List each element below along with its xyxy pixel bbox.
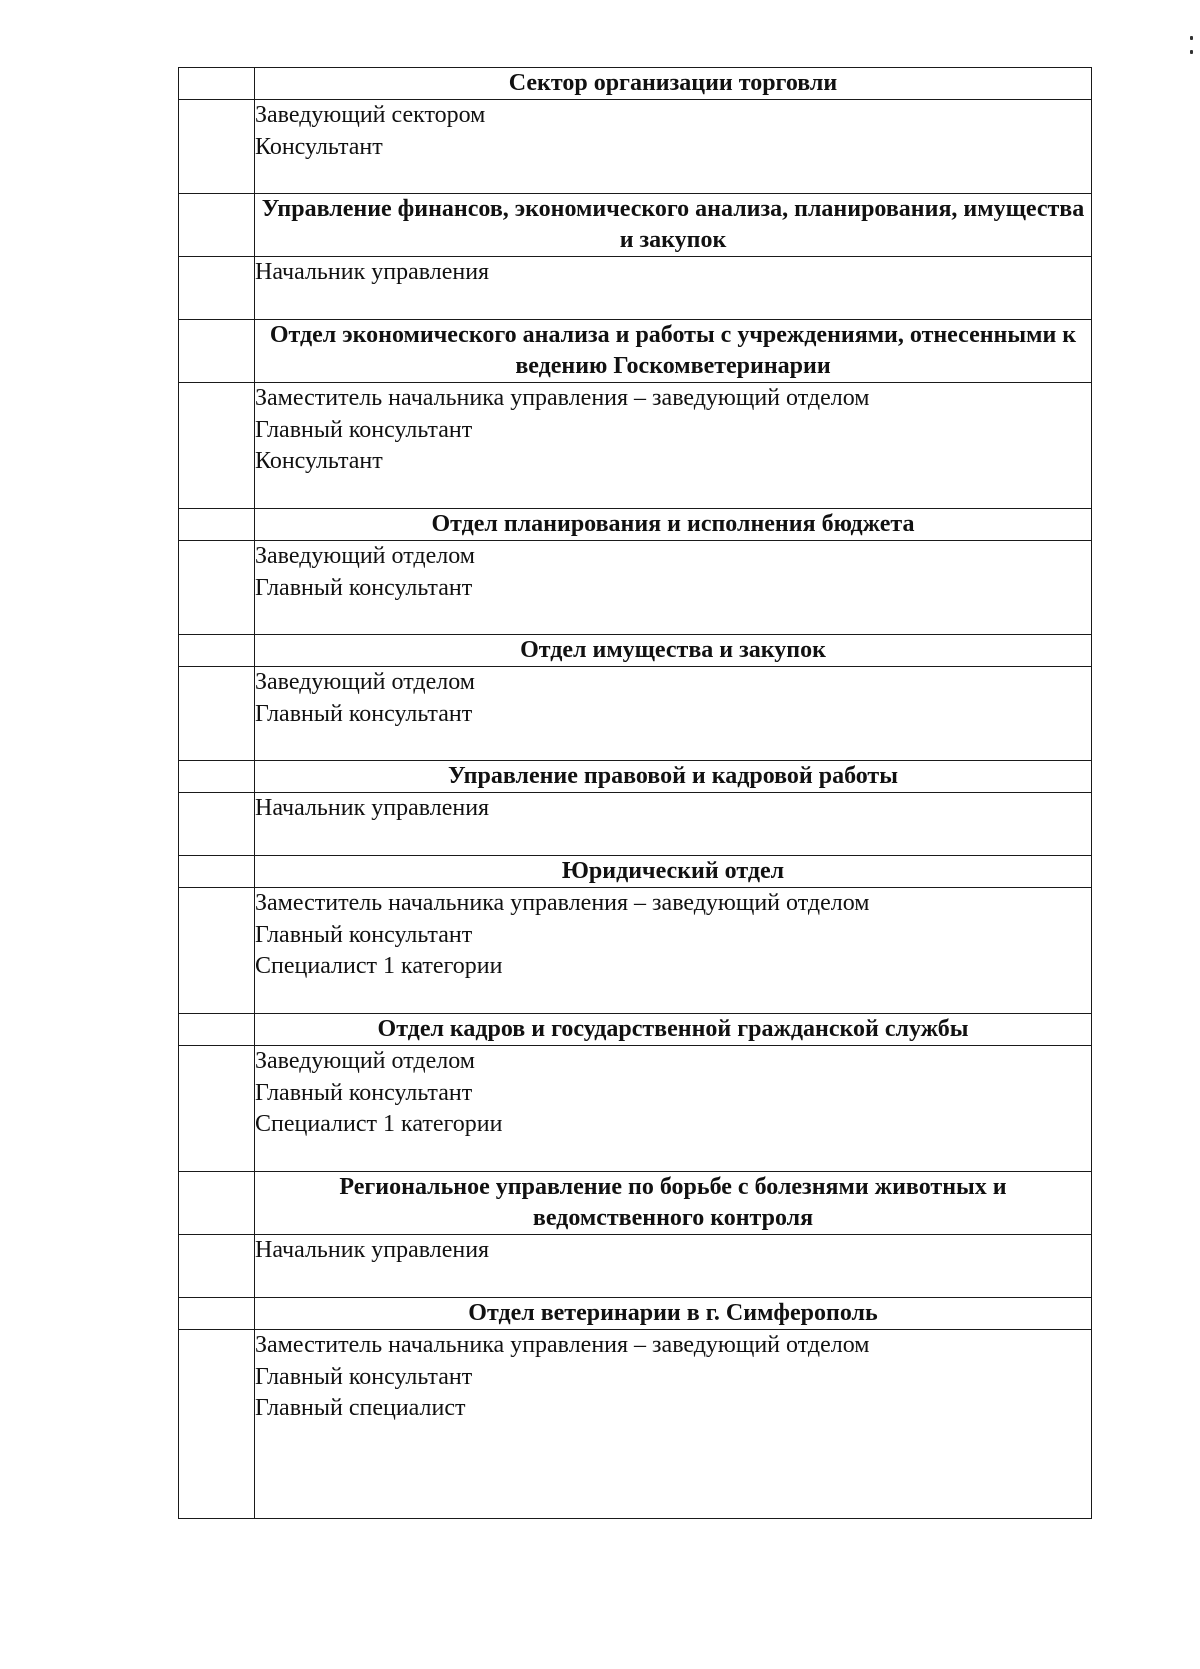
positions-cell — [255, 541, 1092, 635]
position-title: Консультант — [255, 133, 383, 160]
section-header-row — [179, 509, 1092, 541]
section-positions-row — [179, 383, 1092, 509]
number-cell — [179, 856, 255, 888]
number-cell — [179, 888, 255, 1014]
positions-cell — [255, 100, 1092, 194]
section-header-row — [179, 1298, 1092, 1330]
position-title: Главный консультант — [255, 921, 473, 948]
number-cell — [179, 1298, 255, 1330]
number-cell — [179, 509, 255, 541]
number-cell — [179, 667, 255, 761]
number-cell — [179, 793, 255, 856]
section-positions-row — [179, 1046, 1092, 1172]
section-title: Отдел имущества и закупок — [255, 635, 1092, 667]
position-title: Главный специалист — [255, 1395, 466, 1421]
number-cell — [179, 541, 255, 635]
position-title: Главный консультант — [255, 416, 473, 443]
position-title: Заведующий отделом — [255, 669, 475, 695]
section-header-row — [179, 1172, 1092, 1235]
position-title: Главный консультант — [255, 574, 473, 601]
position-title: Начальник управления — [255, 1237, 490, 1263]
section-header-row — [179, 635, 1092, 667]
positions-cell — [255, 257, 1092, 320]
position-title: Заведующий отделом — [255, 543, 475, 569]
number-cell — [179, 383, 255, 509]
section-positions-row — [179, 257, 1092, 320]
section-title: Управление правовой и кадровой работы — [255, 761, 1092, 793]
positions-cell — [255, 1046, 1092, 1172]
section-positions-row — [179, 100, 1092, 194]
positions-cell — [255, 888, 1092, 1014]
section-title: Сектор организации торговли — [255, 68, 1092, 100]
section-title: Отдел планирования и исполнения бюджета — [255, 509, 1092, 541]
section-positions-row — [179, 1330, 1092, 1519]
number-cell — [179, 100, 255, 194]
scan-speck — [1190, 36, 1193, 40]
position-title: Начальник управления — [255, 259, 490, 285]
section-title: Юридический отдел — [255, 856, 1092, 888]
section-header-row — [179, 68, 1092, 100]
number-cell — [179, 194, 255, 257]
section-title: Отдел кадров и государственной гражданской службы — [255, 1014, 1092, 1046]
number-cell — [179, 1014, 255, 1046]
position-title: Специалист 1 категории — [255, 953, 503, 979]
position-title: Главный консультант — [255, 1079, 473, 1106]
section-positions-row — [179, 793, 1092, 856]
position-title: Начальник управления — [255, 795, 490, 821]
number-cell — [179, 68, 255, 100]
number-cell — [179, 1172, 255, 1235]
staffing-table-body — [179, 68, 1092, 1519]
position-title: Главный консультант — [255, 1363, 473, 1390]
number-cell — [179, 320, 255, 383]
position-title: Заместитель начальника управления – заведующий отделом — [255, 385, 870, 411]
scan-speck — [1190, 50, 1193, 54]
positions-cell — [255, 1330, 1092, 1519]
section-positions-row — [179, 888, 1092, 1014]
position-title: Заместитель начальника управления – заведующий отделом — [255, 1332, 870, 1358]
positions-cell — [255, 667, 1092, 761]
position-title: Главный консультант — [255, 700, 473, 727]
section-header-row — [179, 320, 1092, 383]
position-title: Заведующий отделом — [255, 1048, 475, 1074]
section-title: Отдел экономического анализа и работы с учреждениями, отнесенными к ведению Госкомветеринарии — [255, 320, 1092, 383]
position-title: Заведующий сектором — [255, 102, 486, 128]
number-cell — [179, 1235, 255, 1298]
section-header-row — [179, 856, 1092, 888]
positions-cell — [255, 1235, 1092, 1298]
positions-cell — [255, 793, 1092, 856]
position-title: Специалист 1 категории — [255, 1111, 503, 1137]
scan-marks — [1190, 36, 1194, 66]
number-cell — [179, 1046, 255, 1172]
number-cell — [179, 761, 255, 793]
section-title: Отдел ветеринарии в г. Симферополь — [255, 1298, 1092, 1330]
staffing-table — [178, 67, 1092, 1519]
section-header-row — [179, 1014, 1092, 1046]
section-title: Управление финансов, экономического анализа, планирования, имущества и закупок — [255, 194, 1092, 257]
number-cell — [179, 257, 255, 320]
positions-cell — [255, 383, 1092, 509]
number-cell — [179, 1330, 255, 1519]
section-header-row — [179, 761, 1092, 793]
position-title: Консультант — [255, 448, 383, 474]
section-positions-row — [179, 1235, 1092, 1298]
section-positions-row — [179, 541, 1092, 635]
section-positions-row — [179, 667, 1092, 761]
section-header-row — [179, 194, 1092, 257]
number-cell — [179, 635, 255, 667]
section-title: Региональное управление по борьбе с болезнями животных и ведомственного контроля — [255, 1172, 1092, 1235]
position-title: Заместитель начальника управления – заведующий отделом — [255, 890, 870, 916]
